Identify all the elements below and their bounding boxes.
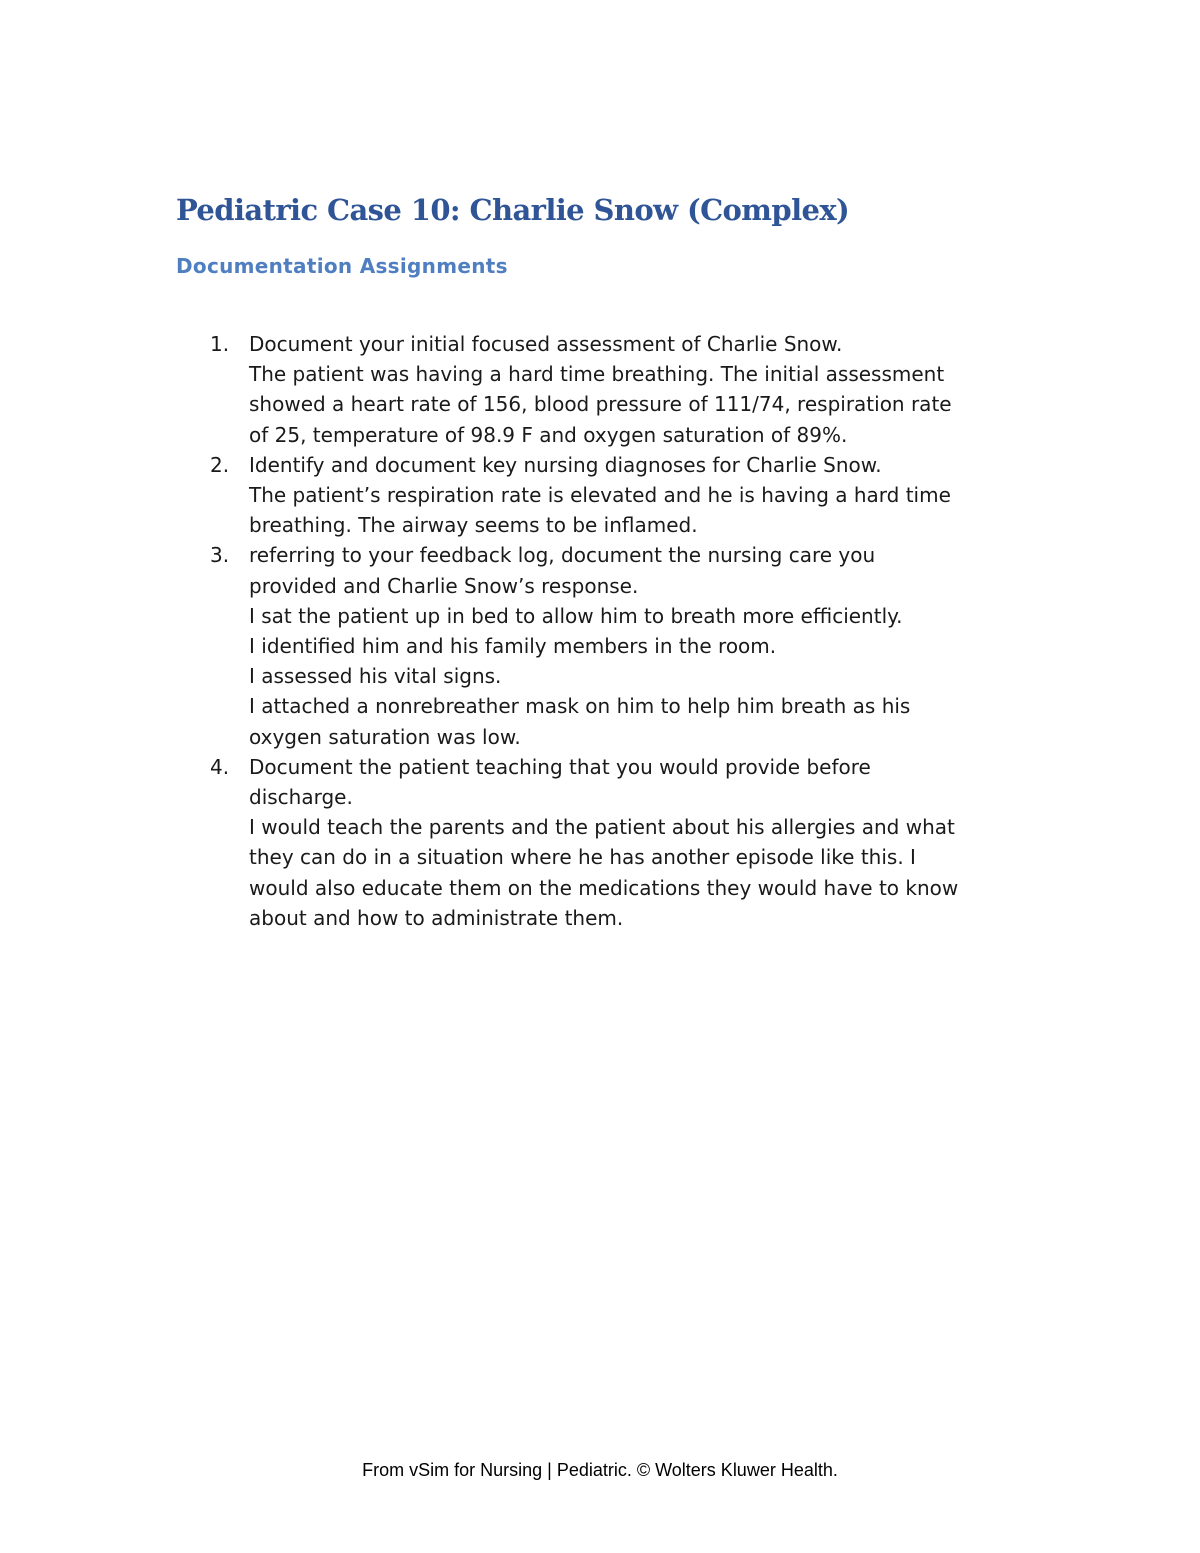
assignment-answer-line: about and how to administrate them.: [249, 905, 624, 930]
assignment-answer-line: breathing. The airway seems to be inflamed.: [249, 513, 698, 538]
assignment-answer-line: would also educate them on the medications they would have to know: [249, 875, 959, 900]
assignment-answer-line: I attached a nonrebreather mask on him to help him breath as his: [249, 694, 911, 719]
assignment-list: [210, 329, 1040, 933]
assignment-prompt: Identify and document key nursing diagnoses for Charlie Snow.: [249, 452, 882, 477]
assignment-number: 1.: [210, 332, 230, 356]
assignment-item-2: [210, 450, 1040, 541]
assignment-answer-line: I sat the patient up in bed to allow him to breath more efficiently.: [249, 603, 903, 628]
section-subtitle: Documentation Assignments: [176, 254, 508, 278]
assignment-answer-line: I assessed his vital signs.: [249, 664, 502, 689]
assignment-answer-line: I would teach the parents and the patient about his allergies and what: [249, 815, 955, 840]
page-title: Pediatric Case 10: Charlie Snow (Complex): [176, 193, 850, 227]
assignment-number: 3.: [210, 543, 230, 568]
assignment-answer-line: The patient was having a hard time breathing. The initial assessment: [249, 362, 945, 387]
assignment-number: 2.: [210, 452, 230, 477]
assignment-answer-line: of 25, temperature of 98.9 F and oxygen saturation of 89%.: [249, 422, 848, 447]
assignment-prompt: referring to your feedback log, document the nursing care you: [249, 543, 876, 568]
assignment-prompt: Document your initial focused assessment of Charlie Snow.: [249, 332, 843, 356]
assignment-item-4: [210, 752, 1040, 933]
assignment-prompt: provided and Charlie Snow’s response.: [249, 573, 639, 598]
assignment-answer-line: The patient’s respiration rate is elevated and he is having a hard time: [249, 483, 951, 508]
assignment-answer-line: they can do in a situation where he has another episode like this. I: [249, 845, 916, 870]
assignment-number: 4.: [210, 754, 230, 779]
page-footer: From vSim for Nursing | Pediatric. © Wolters Kluwer Health.: [362, 1460, 838, 1480]
assignment-answer-line: I identified him and his family members in the room.: [249, 634, 777, 659]
assignment-prompt: discharge.: [249, 785, 353, 810]
assignment-item-1: [210, 329, 1040, 450]
assignment-prompt: Document the patient teaching that you would provide before: [249, 754, 871, 779]
assignment-answer-line: showed a heart rate of 156, blood pressure of 111/74, respiration rate: [249, 392, 952, 417]
assignment-answer-line: oxygen saturation was low.: [249, 724, 521, 749]
assignment-item-3: [210, 540, 1040, 751]
